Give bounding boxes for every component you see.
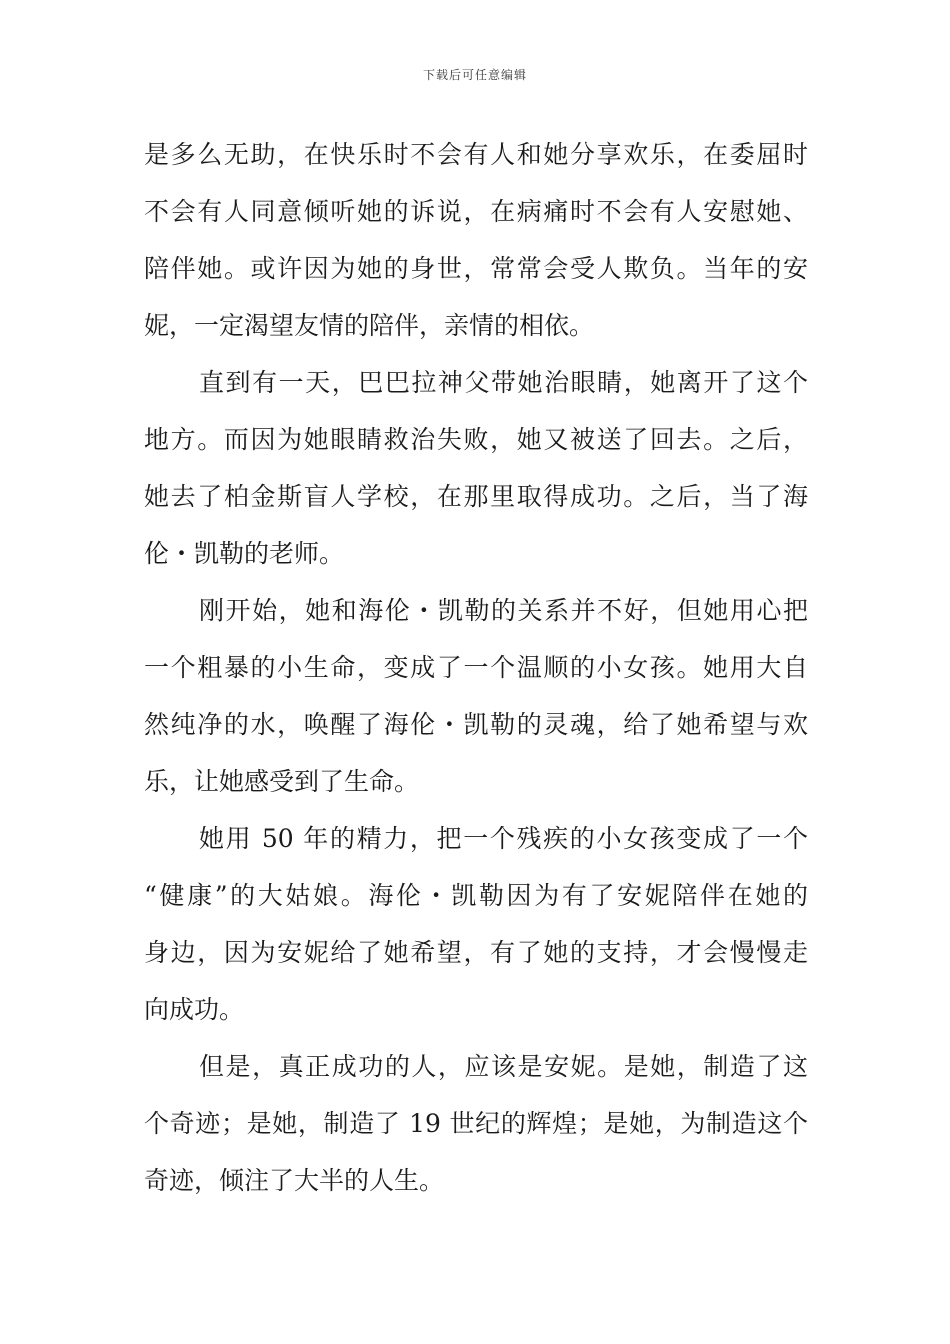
paragraph-line: 刚开始，她和海伦・凯勒的关系并不好，但她用心把 xyxy=(199,596,808,625)
paragraph-line: 一个粗暴的小生命，变成了一个温顺的小女孩。她用大自 xyxy=(144,653,808,682)
paragraph-line: 地方。而因为她眼睛救治失败，她又被送了回去。之后， xyxy=(144,425,808,454)
paragraph-line: 不会有人同意倾听她的诉说，在病痛时不会有人安慰她、 xyxy=(144,197,808,226)
paragraph-line: 然纯净的水，唤醒了海伦・凯勒的灵魂，给了她希望与欢 xyxy=(144,710,808,739)
paragraph-line: 个奇迹；是她，制造了 19 世纪的辉煌；是她，为制造这个 xyxy=(144,1109,808,1138)
paragraph-line: 向成功。 xyxy=(144,995,245,1024)
paragraph-line: 是多么无助，在快乐时不会有人和她分享欢乐，在委屈时 xyxy=(144,140,808,169)
paragraph-2 xyxy=(144,354,808,582)
paragraph-line: 伦・凯勒的老师。 xyxy=(144,539,345,568)
paragraph-line: 身边，因为安妮给了她希望，有了她的支持，才会慢慢走 xyxy=(144,938,808,967)
page-header: 下载后可任意编辑 xyxy=(422,68,527,82)
paragraph-line: “健康”的大姑娘。海伦・凯勒因为有了安妮陪伴在她的 xyxy=(144,881,808,910)
paragraph-line: 她去了柏金斯盲人学校，在那里取得成功。之后，当了海 xyxy=(144,482,808,511)
paragraph-line: 乐，让她感受到了生命。 xyxy=(144,767,420,796)
paragraph-line: 她用 50 年的精力，把一个残疾的小女孩变成了一个 xyxy=(199,824,808,853)
paragraph-line: 但是，真正成功的人，应该是安妮。是她，制造了这 xyxy=(199,1052,808,1081)
document-body xyxy=(144,126,808,1209)
paragraph-line: 妮，一定渴望友情的陪伴，亲情的相依。 xyxy=(144,311,595,340)
paragraph-line: 奇迹，倾注了大半的人生。 xyxy=(144,1166,445,1195)
paragraph-line: 直到有一天，巴巴拉神父带她治眼睛，她离开了这个 xyxy=(199,368,808,397)
paragraph-line: 陪伴她。或许因为她的身世，常常会受人欺负。当年的安 xyxy=(144,254,808,283)
paragraph-5 xyxy=(144,1038,808,1209)
paragraph-1 xyxy=(144,126,808,354)
paragraph-4 xyxy=(144,810,808,1038)
paragraph-3 xyxy=(144,582,808,810)
